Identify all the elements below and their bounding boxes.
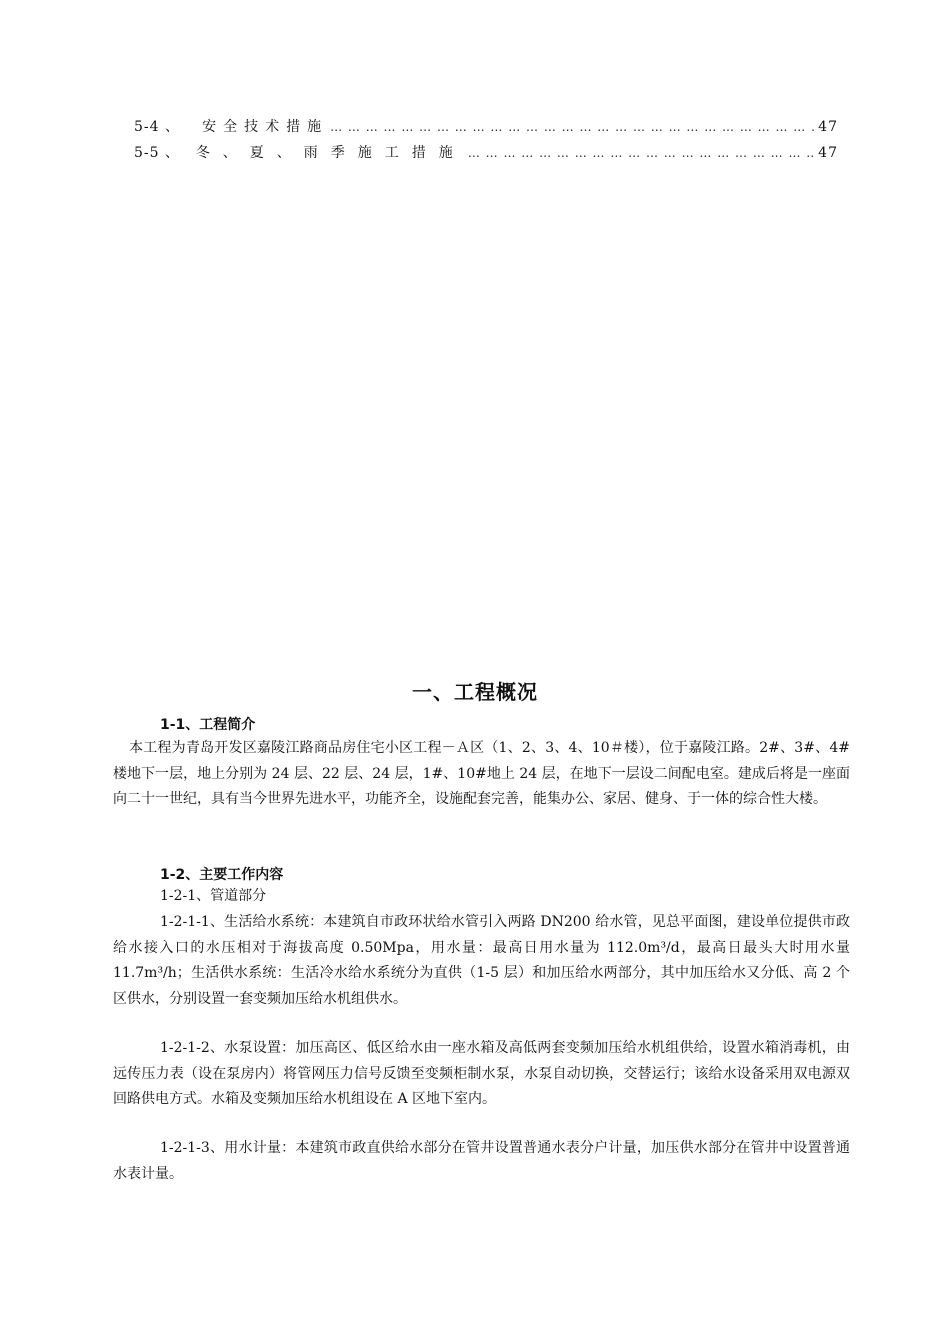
body-paragraph: 本工程为青岛开发区嘉陵江路商品房住宅小区工程－Ａ区（1、2、3、4、10＃楼），位于嘉陵江路。2#、3#、4#楼地下一层，地上分别为 24 层、22 层、24 层，1#、10#地上 24 层，在地下一层设二间配电室。建成后将是一座面向二十一世纪，具有当今世界先进水平，功能齐全，设施配套完善，能集办公、家居、健身、于一体的综合性大楼。 <box>113 740 850 807</box>
toc-entry-number: 5-4 、 <box>134 119 180 135</box>
subsection-heading: 1-2-1、管道部分 <box>160 888 267 904</box>
body-paragraph: 1-2-1-3、用水计量：本建筑市政直供给水部分在管井设置普通水表分户计量，加压供水部分在管井中设置普通水表计量。 <box>113 1140 850 1182</box>
body-paragraph: 1-2-1-1、生活给水系统：本建筑自市政环状给水管引入两路 DN200 给水管，见总平面图，建设单位提供市政给水接入口的水压相对于海拔高度 0.50Mpa，用水量：最高日用水量为 112.0m³/d，最高日最头大时用水量 11.7m³/h；生活供水系统：生活冷水给水系统分为直供（1-5 层）和加压给水两部分，其中加压给水又分低、高 2 个区供水，分别设置一套变频加压给水机组供水。 <box>113 914 850 1007</box>
section-heading: 1-2、主要工作内容 <box>160 867 284 883</box>
toc-entry[interactable] <box>134 116 838 142</box>
body-paragraph: 1-2-1-2、水泵设置：加压高区、低区给水由一座水箱及高低两套变频加压给水机组供给，设置水箱消毒机，由远传压力表（设在泵房内）将管网压力信号反馈至变频柜制水泵，水泵自动切换，交替运行；该给水设备采用双电源双回路供电方式。水箱及变频加压给水机组设在 A 区地下室内。 <box>113 1040 850 1107</box>
table-of-contents <box>134 116 838 168</box>
chapter-title: 一、工程概况 <box>412 680 538 704</box>
section-heading: 1-1、工程简介 <box>160 717 256 733</box>
toc-entry-page: 47 <box>818 119 838 135</box>
toc-dot-leader <box>330 120 814 134</box>
toc-dot-leader <box>468 146 814 160</box>
toc-entry-title: 安全技术措施 <box>202 119 329 135</box>
toc-entry-page: 47 <box>818 145 838 161</box>
toc-entry-number: 5-5 、 <box>134 145 180 161</box>
toc-entry[interactable] <box>134 142 838 168</box>
toc-entry-title: 冬、夏、雨季施工措施 <box>195 145 466 161</box>
